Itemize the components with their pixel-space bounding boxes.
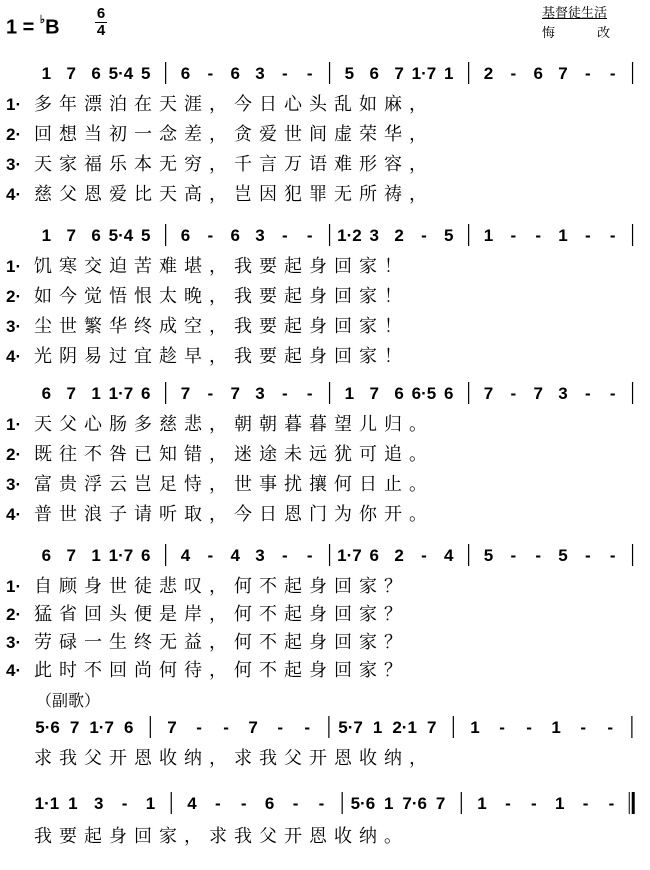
note: 1 bbox=[145, 794, 156, 813]
dash-note: - bbox=[215, 794, 221, 813]
verse-number: 2· bbox=[6, 287, 22, 306]
note: 5·4 bbox=[108, 226, 134, 245]
lyric-line bbox=[6, 414, 638, 436]
note: 6 bbox=[394, 384, 404, 403]
note: 3 bbox=[255, 64, 265, 83]
key-label: 1 = bbox=[6, 16, 40, 39]
lyric-line bbox=[6, 576, 638, 598]
lyric-line bbox=[6, 286, 638, 308]
dash-note: - bbox=[535, 226, 542, 245]
refrain-lyric-line bbox=[34, 826, 650, 848]
dash-note: - bbox=[282, 384, 288, 403]
note: 1·7 bbox=[108, 546, 134, 565]
dash-note: - bbox=[585, 546, 591, 565]
lyric-line bbox=[6, 256, 638, 278]
dash-note: - bbox=[223, 718, 229, 737]
note: 6 bbox=[41, 384, 52, 403]
dash-note: - bbox=[608, 794, 615, 813]
note: 3 bbox=[255, 384, 265, 403]
dash-note: - bbox=[499, 718, 505, 737]
verse-number: 1· bbox=[6, 577, 22, 596]
note: 3 bbox=[255, 226, 265, 245]
dash-note: - bbox=[510, 384, 517, 403]
dash-note: - bbox=[306, 546, 313, 565]
dash-note: - bbox=[580, 718, 587, 737]
meter-top: 6 bbox=[96, 5, 106, 22]
verse-text: 如今觉悟恨太晚，我要起身回家！ bbox=[34, 286, 409, 307]
dash-note: - bbox=[526, 718, 532, 737]
note: 7 bbox=[369, 384, 379, 403]
dash-note: - bbox=[505, 794, 511, 813]
verse-number: 4· bbox=[6, 505, 22, 524]
dash-note: - bbox=[306, 384, 313, 403]
source-credit: 基督徒生活 bbox=[542, 6, 608, 21]
dash-note: - bbox=[277, 718, 284, 737]
dash-note: - bbox=[421, 226, 427, 245]
note: 1 bbox=[41, 226, 52, 245]
verse-text: 劳碌一生终无益，何不起身回家？ bbox=[34, 632, 409, 653]
notation-line bbox=[34, 712, 640, 740]
note: 2 bbox=[394, 226, 404, 245]
dash-note: - bbox=[530, 794, 537, 813]
time-signature bbox=[94, 6, 108, 39]
lyric-line bbox=[6, 444, 638, 466]
note: 6·5 bbox=[411, 384, 437, 403]
note: 1·7 bbox=[411, 64, 437, 83]
verse-text: 尘世繁华终成空，我要起身回家！ bbox=[34, 316, 409, 337]
note: 5 bbox=[344, 64, 355, 83]
note: 1 bbox=[551, 718, 561, 737]
verse-number: 1· bbox=[6, 415, 22, 434]
note: 6 bbox=[444, 384, 454, 403]
note: 2·1 bbox=[392, 718, 417, 737]
note: 2 bbox=[394, 546, 404, 565]
note: 1·2 bbox=[337, 226, 362, 245]
dash-note: - bbox=[304, 718, 311, 737]
note: 6 bbox=[264, 794, 275, 813]
note: 5 bbox=[483, 546, 494, 565]
lyric-line bbox=[6, 504, 638, 526]
note: 7 bbox=[248, 718, 258, 737]
notation-line bbox=[34, 788, 640, 816]
dash-note: - bbox=[207, 64, 214, 83]
notation-line bbox=[34, 58, 640, 86]
note: 1 bbox=[483, 226, 494, 245]
dash-note: - bbox=[510, 64, 517, 83]
note: 5·6 bbox=[35, 718, 60, 737]
note: 6 bbox=[41, 546, 52, 565]
dash-note: - bbox=[510, 226, 517, 245]
verse-number: 2· bbox=[6, 125, 22, 144]
note: 1 bbox=[444, 64, 454, 83]
note: 3 bbox=[94, 794, 104, 813]
note: 1 bbox=[91, 384, 101, 403]
lyric-line bbox=[6, 94, 638, 116]
note: 6 bbox=[230, 226, 240, 245]
dash-note: - bbox=[609, 546, 616, 565]
note: 4 bbox=[444, 546, 454, 565]
dash-note: - bbox=[609, 384, 616, 403]
verse-number: 4· bbox=[6, 661, 22, 680]
verse-text: 饥寒交迫苦难堪，我要起身回家！ bbox=[34, 256, 409, 277]
dash-note: - bbox=[535, 546, 542, 565]
lyric-line bbox=[6, 154, 638, 176]
dash-note: - bbox=[196, 718, 202, 737]
note: 7 bbox=[66, 226, 76, 245]
lyric-line bbox=[6, 632, 638, 654]
lyric-line bbox=[6, 184, 638, 206]
note: 1·7 bbox=[89, 718, 114, 737]
notation-svg bbox=[34, 712, 640, 740]
notation-line bbox=[34, 220, 640, 248]
lyric-line bbox=[6, 604, 638, 626]
verse-text: 自顾身世徒悲叹，何不起身回家？ bbox=[34, 576, 409, 597]
dash-note: - bbox=[609, 64, 616, 83]
note: 5·4 bbox=[108, 64, 134, 83]
note: 1 bbox=[470, 718, 480, 737]
dash-note: - bbox=[609, 226, 616, 245]
verse-text: 此时不回尚何待，何不起身回家？ bbox=[34, 660, 409, 681]
note: 7 bbox=[230, 384, 240, 403]
notation-line bbox=[34, 378, 640, 406]
note: 1 bbox=[554, 794, 565, 813]
note: 1 bbox=[372, 718, 383, 737]
verse-number: 4· bbox=[6, 185, 22, 204]
note: 7 bbox=[483, 384, 494, 403]
dash-note: - bbox=[510, 546, 517, 565]
note: 5 bbox=[558, 546, 568, 565]
note: 7 bbox=[66, 546, 76, 565]
note: 6 bbox=[91, 64, 101, 83]
note: 1 bbox=[41, 64, 52, 83]
note: 5·7 bbox=[338, 718, 363, 737]
note: 7 bbox=[180, 384, 191, 403]
dash-note: - bbox=[207, 384, 214, 403]
verse-number: 3· bbox=[6, 317, 22, 336]
verse-text: 天父心肠多慈悲，朝朝暮暮望儿归。 bbox=[34, 414, 434, 435]
note: 7 bbox=[435, 794, 446, 813]
dash-note: - bbox=[207, 546, 214, 565]
note: 7 bbox=[426, 718, 437, 737]
note: 1 bbox=[91, 546, 101, 565]
verse-number: 4· bbox=[6, 347, 22, 366]
dash-note: - bbox=[292, 794, 299, 813]
note: 5·6 bbox=[350, 794, 376, 813]
verse-text: 富贵浮云岂足恃，世事扰攘何日止。 bbox=[34, 474, 434, 495]
note: 7 bbox=[66, 384, 76, 403]
note: 7 bbox=[558, 64, 568, 83]
note: 6 bbox=[141, 546, 151, 565]
note: 2 bbox=[483, 64, 494, 83]
note: 4 bbox=[180, 546, 191, 565]
dash-note: - bbox=[121, 794, 128, 813]
note: 7 bbox=[167, 718, 177, 737]
note: 6 bbox=[180, 64, 191, 83]
note: 6 bbox=[91, 226, 101, 245]
verse-text: 普世浪子请听取，今日恩门为你开。 bbox=[34, 504, 434, 525]
note: 7 bbox=[69, 718, 80, 737]
verse-number: 3· bbox=[6, 633, 22, 652]
dash-note: - bbox=[585, 64, 591, 83]
lyric-line bbox=[6, 346, 638, 368]
note: 1 bbox=[68, 794, 78, 813]
refrain-text: 求我父开恩收纳，求我父开恩收纳， bbox=[34, 748, 434, 769]
verse-text: 天家福乐本无穷，千言万语难形容， bbox=[34, 154, 434, 175]
note: 1·7 bbox=[337, 546, 362, 565]
note: 6 bbox=[230, 64, 240, 83]
notation-svg bbox=[34, 58, 640, 86]
dash-note: - bbox=[207, 226, 214, 245]
verse-number: 1· bbox=[6, 257, 22, 276]
note: 6 bbox=[369, 546, 379, 565]
verse-number: 3· bbox=[6, 155, 22, 174]
verse-text: 猛省回头便是岸，何不起身回家？ bbox=[34, 604, 409, 625]
refrain-lyric-line bbox=[34, 748, 650, 770]
refrain-text: 我要起身回家，求我父开恩收纳。 bbox=[34, 826, 409, 847]
verse-text: 多年漂泊在天涯，今日心头乱如麻， bbox=[34, 94, 434, 115]
note: 1 bbox=[477, 794, 487, 813]
note: 7 bbox=[533, 384, 543, 403]
dash-note: - bbox=[306, 226, 313, 245]
dash-note: - bbox=[582, 794, 589, 813]
verse-number: 2· bbox=[6, 445, 22, 464]
verse-text: 回想当初一念差，贪爱世间虚荣华， bbox=[34, 124, 434, 145]
verse-text: 光阴易过宜趁早，我要起身回家！ bbox=[34, 346, 409, 367]
note: 1·7 bbox=[108, 384, 134, 403]
arranger-credit: 悔 改 bbox=[542, 26, 611, 41]
note: 5 bbox=[141, 226, 151, 245]
note: 5 bbox=[141, 64, 151, 83]
refrain-label: （副歌） bbox=[36, 691, 101, 710]
note: 1 bbox=[384, 794, 394, 813]
dash-note: - bbox=[585, 384, 591, 403]
verse-number: 1· bbox=[6, 95, 22, 114]
note: 4 bbox=[230, 546, 240, 565]
dash-note: - bbox=[282, 64, 288, 83]
note: 3 bbox=[558, 384, 568, 403]
dash-note: - bbox=[585, 226, 591, 245]
note: 7·6 bbox=[402, 794, 427, 813]
flat-sign: ♭ bbox=[39, 14, 46, 26]
notation-svg bbox=[34, 378, 640, 406]
note: 6 bbox=[180, 226, 191, 245]
note: 5 bbox=[444, 226, 454, 245]
verse-number: 2· bbox=[6, 605, 22, 624]
dash-note: - bbox=[282, 546, 288, 565]
dash-note: - bbox=[306, 64, 313, 83]
lyric-line bbox=[6, 474, 638, 496]
note: 3 bbox=[369, 226, 379, 245]
dash-note: - bbox=[421, 546, 427, 565]
notation-line bbox=[34, 540, 640, 568]
verse-number: 3· bbox=[6, 475, 22, 494]
note: 6 bbox=[141, 384, 151, 403]
key-signature bbox=[6, 16, 60, 40]
meter-bottom: 4 bbox=[96, 22, 106, 39]
lyric-line bbox=[6, 316, 638, 338]
note: 4 bbox=[187, 794, 197, 813]
note: 7 bbox=[394, 64, 404, 83]
notation-svg bbox=[34, 788, 640, 816]
note: 6 bbox=[369, 64, 379, 83]
note: 6 bbox=[123, 718, 134, 737]
dash-note: - bbox=[240, 794, 247, 813]
note: 1·1 bbox=[34, 794, 60, 813]
note: 1 bbox=[344, 384, 355, 403]
notation-svg bbox=[34, 220, 640, 248]
dash-note: - bbox=[318, 794, 325, 813]
dash-note: - bbox=[282, 226, 288, 245]
verse-text: 既往不咎已知错，迷途未远犹可追。 bbox=[34, 444, 434, 465]
lyric-line bbox=[6, 660, 638, 682]
lyric-line bbox=[6, 124, 638, 146]
note: 3 bbox=[255, 546, 265, 565]
notation-svg bbox=[34, 540, 640, 568]
note: 1 bbox=[558, 226, 568, 245]
note: 6 bbox=[533, 64, 543, 83]
key-note: B bbox=[45, 16, 60, 39]
dash-note: - bbox=[607, 718, 614, 737]
verse-text: 慈父恩爱比天高，岂因犯罪无所祷， bbox=[34, 184, 434, 205]
note: 7 bbox=[66, 64, 76, 83]
